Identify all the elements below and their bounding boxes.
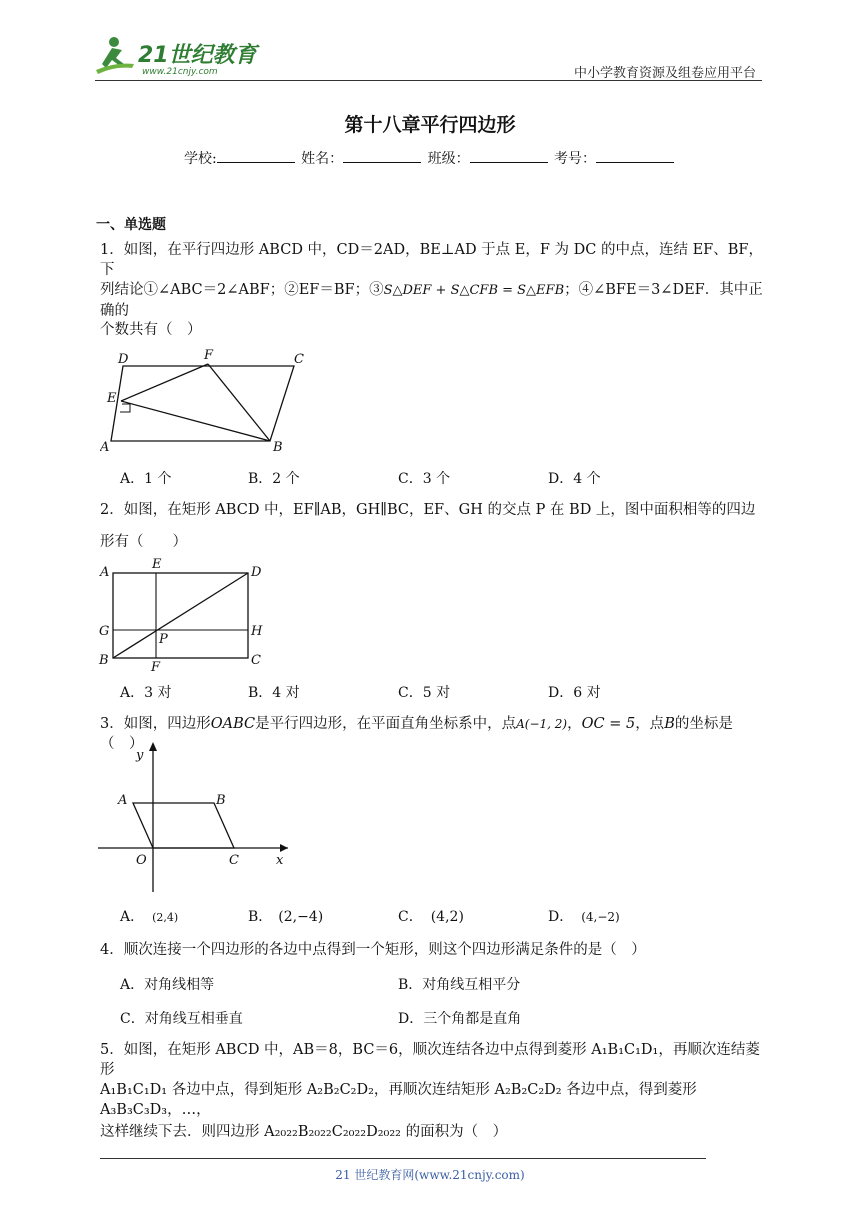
- q1-option-a[interactable]: A．1 个: [120, 471, 172, 487]
- q1-option-d[interactable]: D．4 个: [548, 471, 601, 487]
- q3-text-a: 3．如图，四边形: [100, 716, 211, 732]
- q5-line1: 5．如图，在矩形 ABCD 中，AB＝8，BC＝6，顺次连结各边中点得到菱形 A₁B₁C₁D₁，再顺次连结菱形: [100, 1042, 760, 1078]
- q3-label-A: A: [118, 793, 128, 808]
- section-heading: 一、单选题: [96, 217, 166, 233]
- q2-label-B: B: [99, 653, 109, 668]
- logo-text: 21世纪教育: [138, 43, 257, 68]
- q4-option-a[interactable]: A．对角线相等: [120, 977, 215, 993]
- q5-line3: 这样继续下去．则四边形 A₂₀₂₂B₂₀₂₂C₂₀₂₂D₂₀₂₂ 的面积为（ ）: [100, 1124, 508, 1140]
- q3-option-a-label: A．: [120, 909, 145, 925]
- q1-line3: 个数共有（ ）: [100, 322, 202, 338]
- q5-line2: A₁B₁C₁D₁ 各边中点，得到矩形 A₂B₂C₂D₂，再顺次连结矩形 A₂B₂C₂D₂ 各边中点，得到菱形 A₃B₃C₃D₃，…，: [100, 1082, 697, 1118]
- exam-no-label: 考号：: [554, 151, 597, 167]
- site-logo: [94, 34, 264, 78]
- name-field[interactable]: [343, 148, 421, 163]
- logo-url: www.21cnjy.com: [142, 67, 218, 77]
- q3-option-d-label: D．: [548, 909, 574, 925]
- q2-option-c[interactable]: C．5 对: [398, 685, 451, 701]
- q3-option-b-label: B．: [248, 909, 273, 925]
- q2-label-F: F: [151, 660, 161, 672]
- q3-option-d-value: (4,−2): [581, 910, 620, 924]
- q3-label-y: y: [136, 748, 144, 763]
- q3-point-b: B: [664, 716, 675, 732]
- q3-option-d[interactable]: [548, 906, 620, 926]
- school-field[interactable]: [217, 148, 295, 163]
- exam-no-field[interactable]: [596, 148, 674, 163]
- q2-label-E: E: [152, 557, 162, 572]
- q1-line2c: ；④∠BFE＝3∠DEF．其中正确的: [100, 282, 763, 319]
- q3-label-B: B: [216, 793, 226, 808]
- q3-oc: OC = 5: [581, 716, 636, 732]
- q3-text-c: 是平行四边形，在平面直角坐标系中，点: [255, 716, 517, 732]
- q4-option-b[interactable]: B．对角线互相平分: [398, 977, 521, 993]
- q1-label-C: C: [294, 352, 304, 367]
- q2-line1: 2．如图，在矩形 ABCD 中，EF∥AB，GH∥BC，EF、GH 的交点 P 在 BD 上，图中面积相等的四边: [100, 502, 756, 518]
- q3-option-c-value: (4,2): [430, 909, 464, 925]
- q2-option-a[interactable]: A．3 对: [120, 685, 172, 701]
- school-label: 学校:: [183, 151, 217, 167]
- q1-area-formula: S△DEF + S△CFB = S△EFB: [383, 283, 565, 298]
- platform-name: 中小学教育资源及组卷应用平台: [573, 66, 756, 81]
- q2-line2: 形有（ ）: [100, 534, 187, 550]
- q3-option-a-value: (2,4): [152, 911, 179, 924]
- q3-label-C: C: [229, 853, 239, 868]
- q2-label-A: A: [100, 565, 110, 580]
- q2-label-C: C: [251, 653, 261, 668]
- q1-line1: 1．如图，在平行四边形 ABCD 中，CD＝2AD，BE⊥AD 于点 E，F 为 DC 的中点，连结 EF、BF，下: [100, 242, 763, 278]
- footer-text[interactable]: 21 世纪教育网(www.21cnjy.com): [335, 1168, 525, 1182]
- q2-label-H: H: [251, 624, 263, 639]
- q1-option-c[interactable]: C．3 个: [398, 471, 451, 487]
- q1-label-D: D: [118, 352, 129, 367]
- footer-divider: [100, 1158, 706, 1159]
- q3-option-c[interactable]: [398, 906, 464, 926]
- q3-option-a[interactable]: [120, 906, 178, 926]
- class-label: 班级：: [427, 151, 470, 167]
- q3-oabc: OABC: [210, 716, 256, 732]
- q3-option-b[interactable]: [248, 906, 323, 926]
- q3-text-d: ，点: [635, 716, 665, 732]
- q4-line1: 4．顺次连接一个四边形的各边中点得到一个矩形，则这个四边形满足条件的是（ ）: [100, 942, 646, 958]
- q1-line2a: 列结论①∠ABC＝2∠ABF；②EF＝BF；③: [100, 282, 384, 298]
- q3-point-a: A(−1, 2): [516, 717, 568, 731]
- q3-option-b-value: (2,−4): [278, 909, 324, 925]
- q1-option-b[interactable]: B．2 个: [248, 471, 300, 487]
- q1-line2: [100, 280, 768, 321]
- name-label: 姓名：: [301, 151, 344, 167]
- q3-line1: 3．如图，四边形OABC是平行四边形，在平面直角坐标系中，点A(−1, 2)，OC = 5，点B的坐标是（ ）: [100, 716, 733, 752]
- q3-figure: [96, 740, 296, 896]
- q1-figure: [100, 344, 320, 456]
- q1-label-F: F: [204, 348, 214, 363]
- q3-option-c-label: C．: [398, 909, 423, 925]
- q2-label-G: G: [99, 624, 110, 639]
- q3-label-O: O: [136, 853, 147, 868]
- q2-label-P: P: [159, 632, 168, 647]
- q1-label-B: B: [273, 440, 283, 455]
- q2-figure: [96, 556, 276, 672]
- q4-option-d[interactable]: D．三个角都是直角: [398, 1011, 522, 1027]
- q3-text-e: 的坐标是（ ）: [100, 716, 733, 752]
- q1-label-A: A: [100, 440, 110, 455]
- q3-label-x: x: [276, 853, 284, 868]
- student-info: [0, 148, 860, 168]
- q2-option-b[interactable]: B．4 对: [248, 685, 300, 701]
- q2-label-D: D: [251, 565, 262, 580]
- page-title: 第十八章平行四边形: [344, 114, 516, 136]
- class-field[interactable]: [470, 148, 548, 163]
- q1-label-E: E: [107, 391, 117, 406]
- header-divider: [95, 80, 762, 81]
- q4-option-c[interactable]: C．对角线互相垂直: [120, 1011, 243, 1027]
- q2-option-d[interactable]: D．6 对: [548, 685, 601, 701]
